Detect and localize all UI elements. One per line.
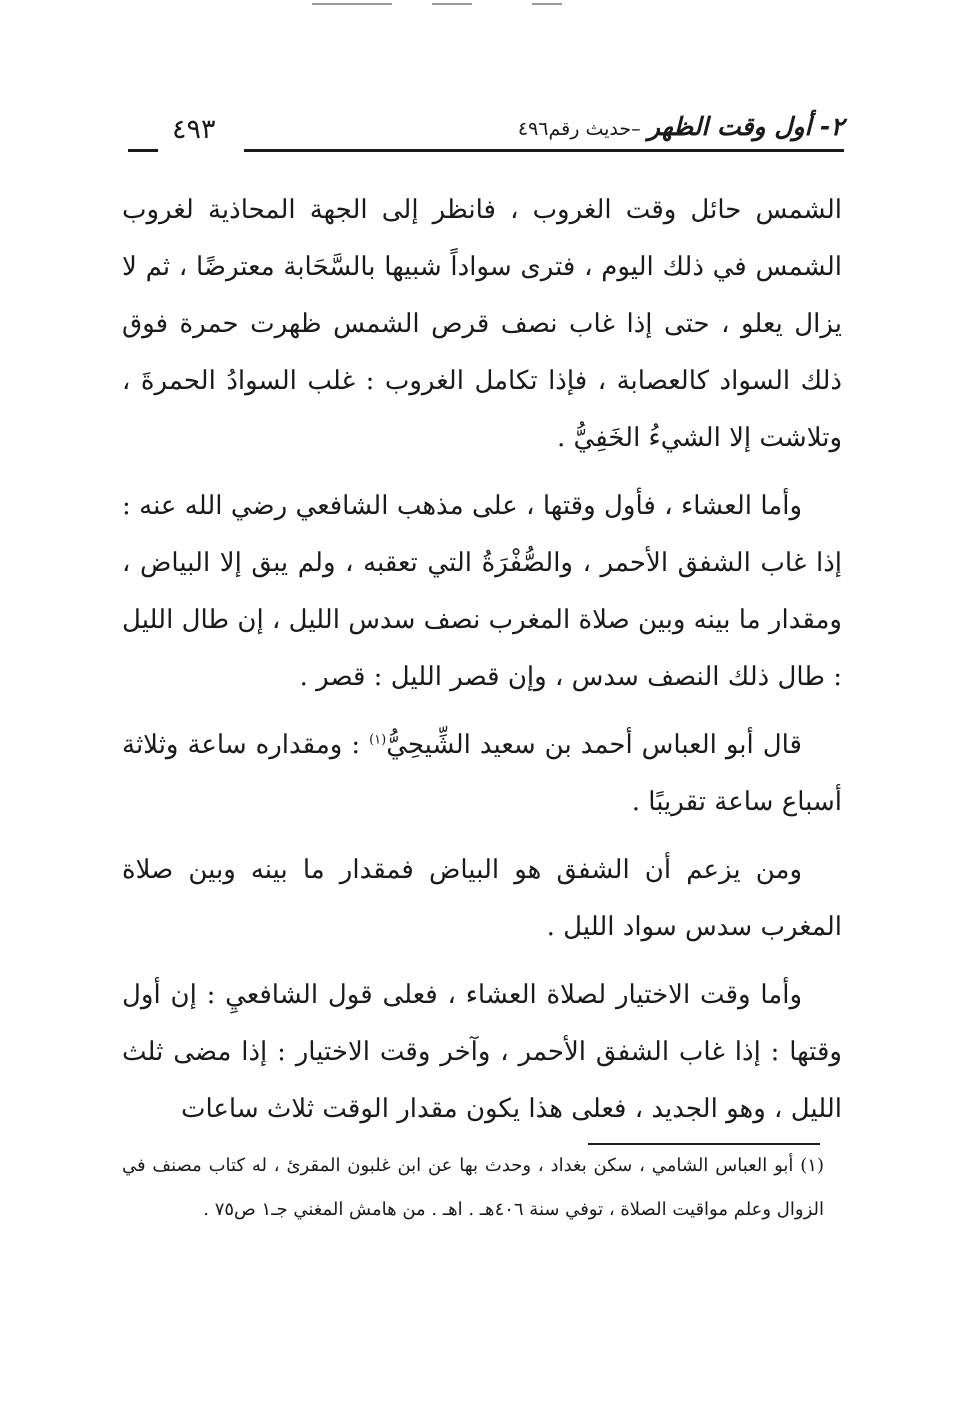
scan-top-mark — [432, 3, 472, 5]
running-header — [122, 104, 844, 164]
paragraph: ومن يزعم أن الشفق هو البياض فمقدار ما بينه وبين صلاة المغرب سدس سواد الليل . — [122, 855, 842, 942]
running-header-title — [518, 112, 844, 141]
paragraph — [122, 717, 842, 831]
header-rule — [244, 149, 844, 152]
main-text — [122, 182, 842, 1149]
page-number: ٤٩٣ — [172, 114, 216, 145]
footnote-reference: (١) — [369, 732, 387, 748]
paragraph-text: : ومقداره ساعة وثلاثة أسباع ساعة تقريبًا . — [122, 730, 842, 817]
footnotes — [122, 1144, 824, 1232]
footnote: (١) أبو العباس الشامي ، سكن بغداد ، وحدث بها عن ابن غلبون المقرئ ، له كتاب مصنف في الزوال وعلم مواقيت الصلاة ، توفي سنة ٤٠٦هـ . اهـ . من هامش المغني جـ١ ص٧٥ . — [122, 1155, 824, 1220]
paragraph: وأما وقت الاختيار لصلاة العشاء ، فعلى قول الشافعيِ : إن أول وقتها : إذا غاب الشفق الأحمر ، وآخر وقت الاختيار : إذا مضى ثلث الليل ، وهو الجديد ، فعلى هذا يكون مقدار الوقت ثلاث ساعات — [122, 980, 842, 1124]
scan-top-mark — [532, 3, 562, 5]
hadith-number: –حديث رقم٤٩٦ — [517, 118, 641, 140]
page-number-dash — [128, 149, 158, 152]
paragraph: الشمس حائل وقت الغروب ، فانظر إلى الجهة المحاذية لغروب الشمس في ذلك اليوم ، فترى سواداً شبيها بالسَّحَابة معترضًا ، ثم لا يزال يعلو ، حتى إذا غاب نصف قرص الشمس ظهرت حمرة فوق ذلك السواد كالعصابة ، فإذا تكامل الغروب : غلب السوادُ الحمرةَ ، وتلاشت إلا الشيءُ الخَفِيُّ . — [122, 195, 842, 453]
chapter-title: ٢- أول وقت الظهر — [647, 112, 844, 141]
paragraph-text: قال أبو العباس أحمد بن سعيد الشِّيحِيُّ — [386, 730, 802, 760]
paragraph: وأما العشاء ، فأول وقتها ، على مذهب الشافعي رضي الله عنه : إذا غاب الشفق الأحمر ، والصُّفْرَةُ التي تعقبه ، ولم يبق إلا البياض ، ومقدار ما بينه وبين صلاة المغرب نصف سدس الليل ، إن طال الليل : طال ذلك النصف سدس ، وإن قصر الليل : قصر . — [122, 491, 842, 692]
scan-top-mark — [312, 3, 392, 5]
